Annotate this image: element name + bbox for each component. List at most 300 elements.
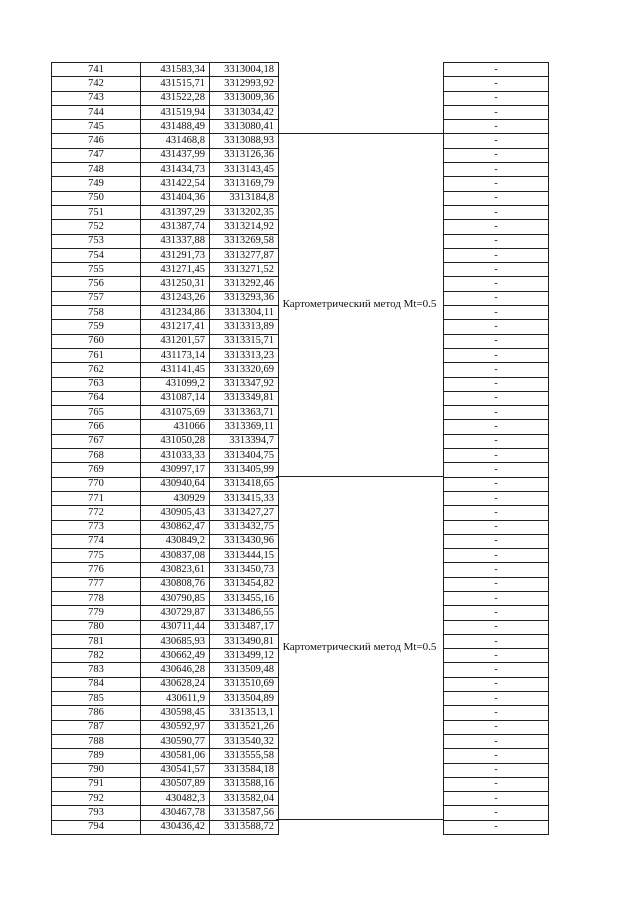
table-row bbox=[444, 291, 549, 305]
y-coordinate-cell: 3313271,52 bbox=[210, 263, 279, 277]
y-coordinate-cell: 3313504,89 bbox=[210, 692, 279, 706]
point-number-cell: 785 bbox=[52, 692, 141, 706]
remark-cell: - bbox=[444, 291, 549, 305]
x-coordinate-cell: 431033,33 bbox=[141, 449, 210, 463]
point-number-cell: 779 bbox=[52, 606, 141, 620]
table-row bbox=[52, 777, 279, 791]
x-coordinate-cell: 431437,99 bbox=[141, 148, 210, 162]
x-coordinate-cell: 430436,42 bbox=[141, 820, 210, 834]
remark-cell: - bbox=[444, 377, 549, 391]
y-coordinate-cell: 3313486,55 bbox=[210, 606, 279, 620]
remark-cell: - bbox=[444, 63, 549, 77]
remark-cell: - bbox=[444, 277, 549, 291]
remark-cell: - bbox=[444, 105, 549, 119]
table-row bbox=[52, 720, 279, 734]
x-coordinate-cell: 430590,77 bbox=[141, 734, 210, 748]
point-number-cell: 752 bbox=[52, 220, 141, 234]
x-coordinate-cell: 430808,76 bbox=[141, 577, 210, 591]
x-coordinate-cell: 430598,45 bbox=[141, 706, 210, 720]
x-coordinate-cell: 431387,74 bbox=[141, 220, 210, 234]
remark-cell: - bbox=[444, 606, 549, 620]
x-coordinate-cell: 430628,24 bbox=[141, 677, 210, 691]
y-coordinate-cell: 3313369,11 bbox=[210, 420, 279, 434]
table-row bbox=[444, 120, 549, 134]
x-coordinate-cell: 430467,78 bbox=[141, 806, 210, 820]
table-row bbox=[52, 549, 279, 563]
y-coordinate-cell: 3313293,36 bbox=[210, 291, 279, 305]
table-row bbox=[52, 191, 279, 205]
table-row bbox=[444, 134, 549, 148]
x-coordinate-cell: 430905,43 bbox=[141, 506, 210, 520]
method-label: Картометрический метод Mt=0.5 bbox=[282, 297, 437, 310]
table-row bbox=[444, 191, 549, 205]
y-coordinate-cell: 3313347,92 bbox=[210, 377, 279, 391]
remark-cell: - bbox=[444, 820, 549, 834]
table-row bbox=[444, 406, 549, 420]
remark-cell: - bbox=[444, 449, 549, 463]
y-coordinate-cell: 3313304,11 bbox=[210, 306, 279, 320]
table-row bbox=[444, 434, 549, 448]
x-coordinate-cell: 430997,17 bbox=[141, 463, 210, 477]
point-number-cell: 778 bbox=[52, 591, 141, 605]
x-coordinate-cell: 430940,64 bbox=[141, 477, 210, 491]
point-number-cell: 743 bbox=[52, 91, 141, 105]
y-coordinate-cell: 3313587,56 bbox=[210, 806, 279, 820]
table-row bbox=[52, 677, 279, 691]
table-row bbox=[444, 677, 549, 691]
table-row bbox=[52, 591, 279, 605]
table-row bbox=[444, 320, 549, 334]
point-number-cell: 770 bbox=[52, 477, 141, 491]
x-coordinate-cell: 431243,26 bbox=[141, 291, 210, 305]
table-row bbox=[444, 649, 549, 663]
table-row bbox=[444, 577, 549, 591]
table-row bbox=[52, 120, 279, 134]
remark-cell: - bbox=[444, 677, 549, 691]
table-row bbox=[52, 634, 279, 648]
y-coordinate-cell: 3313009,36 bbox=[210, 91, 279, 105]
remark-cell: - bbox=[444, 177, 549, 191]
table-row bbox=[444, 449, 549, 463]
remark-cell: - bbox=[444, 577, 549, 591]
point-number-cell: 783 bbox=[52, 663, 141, 677]
table-row bbox=[52, 506, 279, 520]
table-row bbox=[52, 134, 279, 148]
y-coordinate-cell: 3312993,92 bbox=[210, 77, 279, 91]
point-number-cell: 766 bbox=[52, 420, 141, 434]
table-row bbox=[52, 434, 279, 448]
y-coordinate-cell: 3313004,18 bbox=[210, 63, 279, 77]
table-row bbox=[52, 148, 279, 162]
remark-cell: - bbox=[444, 692, 549, 706]
table-row bbox=[444, 692, 549, 706]
table-row bbox=[444, 148, 549, 162]
table-row bbox=[52, 806, 279, 820]
x-coordinate-cell: 431515,71 bbox=[141, 77, 210, 91]
table-row bbox=[52, 463, 279, 477]
table-row bbox=[52, 563, 279, 577]
point-number-cell: 742 bbox=[52, 77, 141, 91]
table-row bbox=[52, 449, 279, 463]
point-number-cell: 762 bbox=[52, 363, 141, 377]
y-coordinate-cell: 3313313,23 bbox=[210, 348, 279, 362]
point-number-cell: 764 bbox=[52, 391, 141, 405]
table-row bbox=[444, 506, 549, 520]
remark-cell: - bbox=[444, 134, 549, 148]
table-row bbox=[52, 377, 279, 391]
y-coordinate-cell: 3313349,81 bbox=[210, 391, 279, 405]
x-coordinate-cell: 431291,73 bbox=[141, 248, 210, 262]
table-row bbox=[444, 806, 549, 820]
remark-cell: - bbox=[444, 420, 549, 434]
remark-cell: - bbox=[444, 334, 549, 348]
point-number-cell: 776 bbox=[52, 563, 141, 577]
point-number-cell: 758 bbox=[52, 306, 141, 320]
y-coordinate-cell: 3313430,96 bbox=[210, 534, 279, 548]
table-row bbox=[444, 606, 549, 620]
table-row bbox=[444, 363, 549, 377]
point-number-cell: 780 bbox=[52, 620, 141, 634]
y-coordinate-cell: 3313427,27 bbox=[210, 506, 279, 520]
y-coordinate-cell: 3313415,33 bbox=[210, 491, 279, 505]
remark-cell: - bbox=[444, 549, 549, 563]
table-row bbox=[444, 348, 549, 362]
table-row bbox=[52, 334, 279, 348]
point-number-cell: 773 bbox=[52, 520, 141, 534]
remark-cell: - bbox=[444, 506, 549, 520]
table-row bbox=[52, 606, 279, 620]
table-row bbox=[444, 105, 549, 119]
point-number-cell: 784 bbox=[52, 677, 141, 691]
table-row bbox=[52, 205, 279, 219]
table-row bbox=[444, 163, 549, 177]
x-coordinate-cell: 431422,54 bbox=[141, 177, 210, 191]
point-number-cell: 749 bbox=[52, 177, 141, 191]
table-row bbox=[52, 234, 279, 248]
y-coordinate-cell: 3313315,71 bbox=[210, 334, 279, 348]
table-row bbox=[444, 734, 549, 748]
table-row bbox=[444, 63, 549, 77]
y-coordinate-cell: 3313313,89 bbox=[210, 320, 279, 334]
point-number-cell: 769 bbox=[52, 463, 141, 477]
y-coordinate-cell: 3313540,32 bbox=[210, 734, 279, 748]
remarks-table bbox=[443, 62, 549, 835]
x-coordinate-cell: 430685,93 bbox=[141, 634, 210, 648]
remark-cell: - bbox=[444, 634, 549, 648]
remark-cell: - bbox=[444, 806, 549, 820]
x-coordinate-cell: 431201,57 bbox=[141, 334, 210, 348]
x-coordinate-cell: 431488,49 bbox=[141, 120, 210, 134]
y-coordinate-cell: 3313444,15 bbox=[210, 549, 279, 563]
point-number-cell: 753 bbox=[52, 234, 141, 248]
y-coordinate-cell: 3313080,41 bbox=[210, 120, 279, 134]
x-coordinate-cell: 431404,36 bbox=[141, 191, 210, 205]
x-coordinate-cell: 430581,06 bbox=[141, 749, 210, 763]
y-coordinate-cell: 3313487,17 bbox=[210, 620, 279, 634]
table-row bbox=[444, 749, 549, 763]
table-row bbox=[444, 91, 549, 105]
table-row bbox=[52, 105, 279, 119]
table-row bbox=[444, 248, 549, 262]
x-coordinate-cell: 430592,97 bbox=[141, 720, 210, 734]
x-coordinate-cell: 430837,08 bbox=[141, 549, 210, 563]
x-coordinate-cell: 431099,2 bbox=[141, 377, 210, 391]
point-number-cell: 771 bbox=[52, 491, 141, 505]
remark-cell: - bbox=[444, 391, 549, 405]
y-coordinate-cell: 3313184,8 bbox=[210, 191, 279, 205]
y-coordinate-cell: 3313126,36 bbox=[210, 148, 279, 162]
remark-cell: - bbox=[444, 649, 549, 663]
table-row bbox=[444, 77, 549, 91]
table-row bbox=[444, 491, 549, 505]
remark-cell: - bbox=[444, 191, 549, 205]
remark-cell: - bbox=[444, 263, 549, 277]
remark-cell: - bbox=[444, 763, 549, 777]
point-number-cell: 794 bbox=[52, 820, 141, 834]
point-number-cell: 745 bbox=[52, 120, 141, 134]
point-number-cell: 763 bbox=[52, 377, 141, 391]
table-row bbox=[52, 306, 279, 320]
table-row bbox=[52, 163, 279, 177]
table-row bbox=[444, 463, 549, 477]
y-coordinate-cell: 3313584,18 bbox=[210, 763, 279, 777]
x-coordinate-cell: 431271,45 bbox=[141, 263, 210, 277]
point-number-cell: 792 bbox=[52, 792, 141, 806]
remark-cell: - bbox=[444, 163, 549, 177]
point-number-cell: 793 bbox=[52, 806, 141, 820]
table-row bbox=[444, 205, 549, 219]
table-row bbox=[444, 477, 549, 491]
table-row bbox=[444, 777, 549, 791]
table-row bbox=[444, 563, 549, 577]
point-number-cell: 790 bbox=[52, 763, 141, 777]
table-row bbox=[444, 334, 549, 348]
remark-cell: - bbox=[444, 520, 549, 534]
table-row bbox=[52, 320, 279, 334]
y-coordinate-cell: 3313143,45 bbox=[210, 163, 279, 177]
y-coordinate-cell: 3313394,7 bbox=[210, 434, 279, 448]
table-row bbox=[52, 620, 279, 634]
table-row bbox=[52, 220, 279, 234]
x-coordinate-cell: 431468,8 bbox=[141, 134, 210, 148]
table-row bbox=[52, 248, 279, 262]
x-coordinate-cell: 430823,61 bbox=[141, 563, 210, 577]
point-number-cell: 761 bbox=[52, 348, 141, 362]
y-coordinate-cell: 3313292,46 bbox=[210, 277, 279, 291]
y-coordinate-cell: 3313320,69 bbox=[210, 363, 279, 377]
table-row bbox=[52, 491, 279, 505]
x-coordinate-cell: 431522,28 bbox=[141, 91, 210, 105]
x-coordinate-cell: 430541,57 bbox=[141, 763, 210, 777]
point-number-cell: 755 bbox=[52, 263, 141, 277]
x-coordinate-cell: 430711,44 bbox=[141, 620, 210, 634]
x-coordinate-cell: 430482,3 bbox=[141, 792, 210, 806]
table-row bbox=[444, 720, 549, 734]
x-coordinate-cell: 431075,69 bbox=[141, 406, 210, 420]
table-row bbox=[52, 520, 279, 534]
table-row bbox=[52, 792, 279, 806]
group-separator-top bbox=[276, 133, 443, 134]
point-number-cell: 781 bbox=[52, 634, 141, 648]
point-number-cell: 756 bbox=[52, 277, 141, 291]
remark-cell: - bbox=[444, 120, 549, 134]
y-coordinate-cell: 3313169,79 bbox=[210, 177, 279, 191]
remark-cell: - bbox=[444, 348, 549, 362]
table-row bbox=[52, 749, 279, 763]
table-row bbox=[444, 549, 549, 563]
remark-cell: - bbox=[444, 406, 549, 420]
y-coordinate-cell: 3313432,75 bbox=[210, 520, 279, 534]
table-row bbox=[444, 763, 549, 777]
table-row bbox=[52, 291, 279, 305]
table-row bbox=[52, 706, 279, 720]
point-number-cell: 765 bbox=[52, 406, 141, 420]
table-row bbox=[52, 63, 279, 77]
table-row bbox=[52, 477, 279, 491]
x-coordinate-cell: 430790,85 bbox=[141, 591, 210, 605]
y-coordinate-cell: 3313404,75 bbox=[210, 449, 279, 463]
table-row bbox=[444, 277, 549, 291]
x-coordinate-cell: 430507,89 bbox=[141, 777, 210, 791]
remark-cell: - bbox=[444, 563, 549, 577]
point-number-cell: 760 bbox=[52, 334, 141, 348]
remark-cell: - bbox=[444, 620, 549, 634]
table-row bbox=[444, 706, 549, 720]
x-coordinate-cell: 431087,14 bbox=[141, 391, 210, 405]
group-separator-middle bbox=[276, 476, 443, 477]
table-row bbox=[444, 263, 549, 277]
y-coordinate-cell: 3313509,48 bbox=[210, 663, 279, 677]
table-row bbox=[444, 391, 549, 405]
x-coordinate-cell: 430662,49 bbox=[141, 649, 210, 663]
point-number-cell: 741 bbox=[52, 63, 141, 77]
point-number-cell: 782 bbox=[52, 649, 141, 663]
table-row bbox=[52, 534, 279, 548]
point-number-cell: 787 bbox=[52, 720, 141, 734]
x-coordinate-cell: 431434,73 bbox=[141, 163, 210, 177]
table-row bbox=[52, 406, 279, 420]
point-number-cell: 777 bbox=[52, 577, 141, 591]
point-number-cell: 757 bbox=[52, 291, 141, 305]
table-row bbox=[52, 663, 279, 677]
table-row bbox=[52, 763, 279, 777]
remark-cell: - bbox=[444, 491, 549, 505]
x-coordinate-cell: 431337,88 bbox=[141, 234, 210, 248]
x-coordinate-cell: 430849,2 bbox=[141, 534, 210, 548]
point-number-cell: 759 bbox=[52, 320, 141, 334]
remark-cell: - bbox=[444, 234, 549, 248]
point-number-cell: 767 bbox=[52, 434, 141, 448]
point-number-cell: 791 bbox=[52, 777, 141, 791]
x-coordinate-cell: 431217,41 bbox=[141, 320, 210, 334]
x-coordinate-cell: 431397,29 bbox=[141, 205, 210, 219]
y-coordinate-cell: 3313269,58 bbox=[210, 234, 279, 248]
table-row bbox=[52, 577, 279, 591]
x-coordinate-cell: 431066 bbox=[141, 420, 210, 434]
point-number-cell: 747 bbox=[52, 148, 141, 162]
table-row bbox=[52, 277, 279, 291]
remark-cell: - bbox=[444, 306, 549, 320]
table-row bbox=[444, 620, 549, 634]
remark-cell: - bbox=[444, 792, 549, 806]
table-row bbox=[52, 91, 279, 105]
remark-cell: - bbox=[444, 720, 549, 734]
remark-cell: - bbox=[444, 591, 549, 605]
remark-cell: - bbox=[444, 663, 549, 677]
y-coordinate-cell: 3313277,87 bbox=[210, 248, 279, 262]
remark-cell: - bbox=[444, 205, 549, 219]
y-coordinate-cell: 3313202,35 bbox=[210, 205, 279, 219]
method-label: Картометрический метод Mt=0.5 bbox=[282, 640, 437, 653]
x-coordinate-cell: 430611,9 bbox=[141, 692, 210, 706]
point-number-cell: 750 bbox=[52, 191, 141, 205]
remark-cell: - bbox=[444, 220, 549, 234]
remark-cell: - bbox=[444, 248, 549, 262]
x-coordinate-cell: 431234,86 bbox=[141, 306, 210, 320]
point-number-cell: 768 bbox=[52, 449, 141, 463]
y-coordinate-cell: 3313418,65 bbox=[210, 477, 279, 491]
remark-cell: - bbox=[444, 477, 549, 491]
point-number-cell: 789 bbox=[52, 749, 141, 763]
table-row bbox=[444, 820, 549, 834]
table-row bbox=[52, 649, 279, 663]
table-row bbox=[52, 77, 279, 91]
remark-cell: - bbox=[444, 363, 549, 377]
remark-cell: - bbox=[444, 749, 549, 763]
table-row bbox=[52, 420, 279, 434]
remark-cell: - bbox=[444, 148, 549, 162]
remark-cell: - bbox=[444, 534, 549, 548]
table-row bbox=[52, 348, 279, 362]
x-coordinate-cell: 431250,31 bbox=[141, 277, 210, 291]
table-row bbox=[444, 420, 549, 434]
remark-cell: - bbox=[444, 734, 549, 748]
x-coordinate-cell: 431173,14 bbox=[141, 348, 210, 362]
remark-cell: - bbox=[444, 777, 549, 791]
point-number-cell: 744 bbox=[52, 105, 141, 119]
remark-cell: - bbox=[444, 320, 549, 334]
table-row bbox=[444, 377, 549, 391]
remark-cell: - bbox=[444, 77, 549, 91]
point-number-cell: 746 bbox=[52, 134, 141, 148]
table-row bbox=[444, 663, 549, 677]
y-coordinate-cell: 3313450,73 bbox=[210, 563, 279, 577]
remark-cell: - bbox=[444, 463, 549, 477]
table-row bbox=[444, 234, 549, 248]
table-row bbox=[444, 591, 549, 605]
table-row bbox=[444, 792, 549, 806]
y-coordinate-cell: 3313405,99 bbox=[210, 463, 279, 477]
y-coordinate-cell: 3313582,04 bbox=[210, 792, 279, 806]
remark-cell: - bbox=[444, 91, 549, 105]
y-coordinate-cell: 3313513,1 bbox=[210, 706, 279, 720]
y-coordinate-cell: 3313088,93 bbox=[210, 134, 279, 148]
y-coordinate-cell: 3313214,92 bbox=[210, 220, 279, 234]
coordinates-table bbox=[51, 62, 279, 835]
remark-cell: - bbox=[444, 434, 549, 448]
x-coordinate-cell: 430646,28 bbox=[141, 663, 210, 677]
y-coordinate-cell: 3313455,16 bbox=[210, 591, 279, 605]
x-coordinate-cell: 431519,94 bbox=[141, 105, 210, 119]
x-coordinate-cell: 430729,87 bbox=[141, 606, 210, 620]
x-coordinate-cell: 431583,34 bbox=[141, 63, 210, 77]
table-row bbox=[444, 177, 549, 191]
y-coordinate-cell: 3313499,12 bbox=[210, 649, 279, 663]
point-number-cell: 774 bbox=[52, 534, 141, 548]
table-row bbox=[52, 820, 279, 834]
point-number-cell: 775 bbox=[52, 549, 141, 563]
remark-cell: - bbox=[444, 706, 549, 720]
